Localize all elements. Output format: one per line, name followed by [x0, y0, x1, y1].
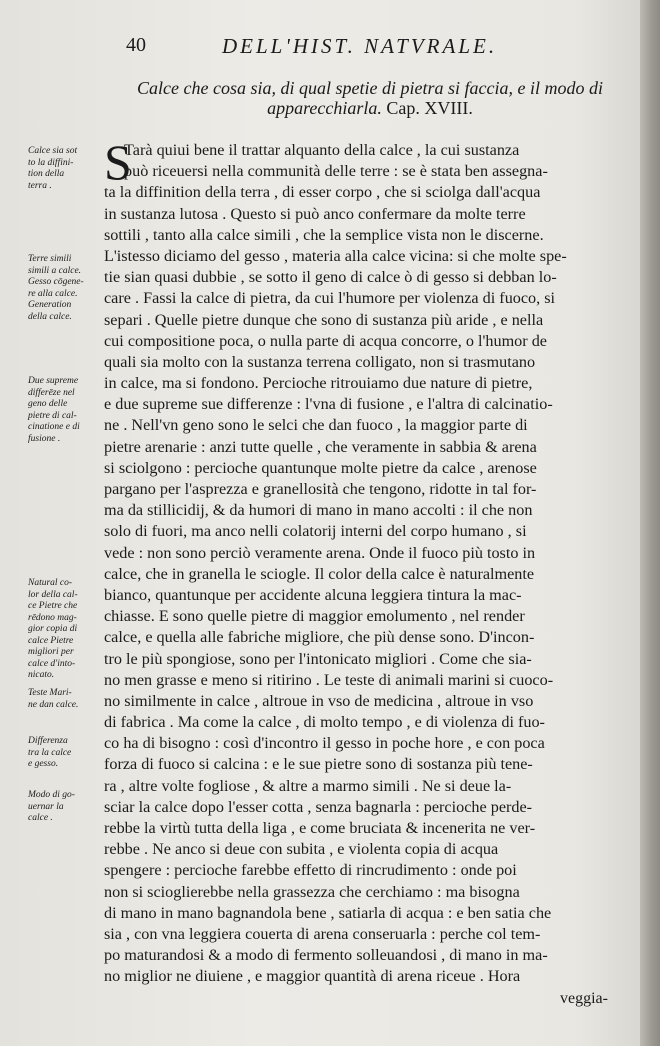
text-line: tro le più spongiose, sono per l'intonicato migliori . Come che sia- [104, 649, 532, 668]
text-line: calce, e quella alle fabriche migliore, che più dense sono. D'incon- [104, 628, 535, 647]
margin-note [28, 578, 102, 682]
text-line: no men grasse e meno si ritirino . Le teste di animali marini si cuoco- [104, 670, 554, 689]
margin-note-line: uernar la [28, 801, 64, 812]
text-line: no miglior ne diuiene , e maggior quantità di arena riceue . Hora [104, 967, 521, 986]
margin-note [28, 146, 102, 192]
text-line: in calce, ma si fondono. Percioche ritrouiamo due nature di pietre, [104, 374, 533, 393]
margin-note-line: Differenza [28, 736, 68, 746]
margin-note-line: tra la calce [28, 747, 72, 758]
margin-note-line: geno delle [28, 399, 68, 409]
text-line: bianco, quantunque per accidente alcuna leggiera tintura la mac- [104, 585, 522, 604]
margin-note-line: Gesso cōgene- [28, 277, 84, 287]
margin-note-line: to la diffini- [28, 157, 74, 168]
text-line: ta la diffinition della terra , di esser corpo , che si sciolga dall'acqua [104, 183, 541, 202]
catchword: veggia- [560, 990, 608, 1007]
text-line: cui compositione poca, o nulla parte di acqua concorre, o l'humor de [104, 331, 547, 350]
text-line: spengere : percioche farebbe effetto di rincrudimento : onde poi [104, 861, 517, 880]
margin-note-line: pietre di cal- [28, 410, 77, 421]
text-line: tie sian quasi dubbie , se sotto il geno di calce ò di gesso si debban lo- [104, 268, 557, 287]
page-number: 40 [126, 34, 146, 56]
text-line: sciar la calce dopo l'esser cotta , senza bagnarla : percioche perde- [104, 797, 533, 816]
margin-note-line: simili a calce. [28, 265, 82, 276]
margin-note-line: Teste Mari- [28, 688, 72, 698]
text-line: po maturandosi & a modo di fermento solleuandosi , di mano in ma- [104, 946, 548, 965]
margin-note-line: tion della [28, 169, 65, 179]
margin-note [28, 254, 102, 323]
text-line: quali sia molto con la sustanza terrena colligato, non si trasmutano [104, 352, 536, 371]
margin-note-line: ne dan calce. [28, 699, 79, 710]
running-title: DELL'HIST. NATVRALE. [222, 34, 498, 58]
margin-note-line: Natural co- [28, 578, 73, 588]
running-head [0, 34, 640, 64]
margin-note [28, 376, 102, 445]
text-line: rebbe la virtù tutta della liga , e come bruciata & incenerita ne ver- [104, 819, 536, 837]
margin-note-line: nicato. [28, 670, 55, 680]
text-line: ne . Nell'vn geno sono le selci che dan fuoco , la maggior parte di [104, 416, 528, 435]
text-line: chiasse. E sono quelle pietre di maggior emolumento , nel render [104, 607, 525, 626]
text-line: non si scioglierebbe nella grassezza che cerchiamo : ma bisogna [104, 882, 520, 901]
text-line: ra , altre volte fogliose , & altre a marmo simili . Ne si deue la- [104, 776, 512, 795]
text-line: co ha di bisogno : così d'incontro il gesso in poche hore , e con poca [104, 734, 545, 753]
margin-note-line: Generation [28, 300, 72, 310]
text-line: no similmente in calce , altroue in vso de medicina , altroue in vso [104, 691, 534, 710]
margin-note-line: calce d'into- [28, 658, 76, 669]
margin-note-line: migliori per [28, 647, 74, 657]
margin-note-line: calce Pietre [28, 635, 74, 646]
margin-note-line: gior copia di [28, 624, 78, 634]
drop-cap: S [104, 134, 132, 190]
text-line: sottili , tanto alla calce simili , che la semplice vista non le discerne. [104, 225, 544, 244]
margin-note-line: differēze nel [28, 387, 75, 398]
margin-note-line: della calce. [28, 311, 72, 322]
margin-note-line: Due supreme [28, 376, 79, 386]
margin-note-line: calce . [28, 813, 53, 823]
text-line: forza di fuoco si calcina : e le sue pietre sono di sostanza più tene- [104, 755, 533, 774]
margin-note-line: lor della cal- [28, 589, 78, 600]
margin-note-line: cinatione e di [28, 422, 80, 432]
text-line: vede : non sono perciò veramente arena. Onde il fuoco più tosto in [104, 543, 536, 562]
chapter-number: Cap. XVIII. [386, 98, 473, 118]
text-line: si sciolgono : percioche quantunque molte pietre da calce , arenose [104, 458, 537, 477]
margin-note-line: ce Pietre che [28, 601, 78, 611]
margin-note [28, 688, 102, 711]
margin-note-line: Calce sia sot [28, 146, 78, 156]
text-line: di fabrica . Ma come la calce , di molto tempo , e di violenza di fuo- [104, 713, 545, 732]
margin-note [28, 790, 102, 825]
chapter-heading [100, 78, 640, 118]
margin-note [28, 736, 102, 771]
text-line: pargano per l'asprezza e granellosità che tengono, ridotte in tal for- [104, 480, 537, 498]
text-line: e due supreme sue differenze : l'vna di fusione , e l'altra di calcinatio- [104, 395, 553, 414]
text-line: Tarà quiui bene il trattar alquanto della calce , la cui sustanza [124, 141, 520, 159]
text-line: care . Fassi la calce di pietra, da cui l'humore per violenza di fuoco, si [104, 289, 556, 308]
page-edge [640, 0, 660, 1046]
text-line: L'istesso diciamo del gesso , materia alla calce vicina: si che molte spe- [104, 246, 567, 265]
body-text [104, 134, 638, 988]
text-line: in sustanza lutosa . Questo si può anco confermare da molte terre [104, 204, 526, 223]
margin-note-line: e gesso. [28, 759, 59, 769]
chapter-title-line-1: Calce che cosa sia, di qual spetie di pietra si faccia, e il modo di [137, 78, 603, 98]
text-line: solo di fuori, ma anco nelli colatorij interni del corpo humano , si [104, 522, 527, 541]
text-line: rebbe . Ne anco si deue con subita , e violenta copia di acqua [104, 840, 499, 859]
margin-note-line: re alla calce. [28, 288, 78, 299]
margin-note-line: Modo di go- [28, 790, 75, 800]
text-line: ma da stillicidij, & da humori di mano in mano accolti : il che non [104, 501, 533, 520]
chapter-title-line-2-text: apparecchiarla. [267, 98, 382, 118]
text-line: può riceuersi nella communità delle terre : se è stata ben assegna- [124, 162, 548, 181]
chapter-title-line-2 [100, 98, 640, 118]
margin-note-line: rēdono mag- [28, 612, 77, 623]
text-line: separi . Quelle pietre dunque che sono di sustanza più aride , e nella [104, 310, 544, 329]
text-line: pietre arenarie : anzi tutte quelle , che veramente in sabbia & arena [104, 437, 537, 456]
text-line: di mano in mano bagnandola bene , satiarla di acqua : e ben satia che [104, 903, 552, 922]
text-line: calce, che in granella le sciogle. Il color della calce è naturalmente [104, 564, 535, 583]
margin-note-line: terra . [28, 180, 52, 191]
margin-note-line: fusione . [28, 433, 61, 444]
margin-note-line: Terre simili [28, 254, 72, 264]
text-line: sia , con vna leggiera couerta di arena conseruarla : perche col tem- [104, 924, 541, 943]
